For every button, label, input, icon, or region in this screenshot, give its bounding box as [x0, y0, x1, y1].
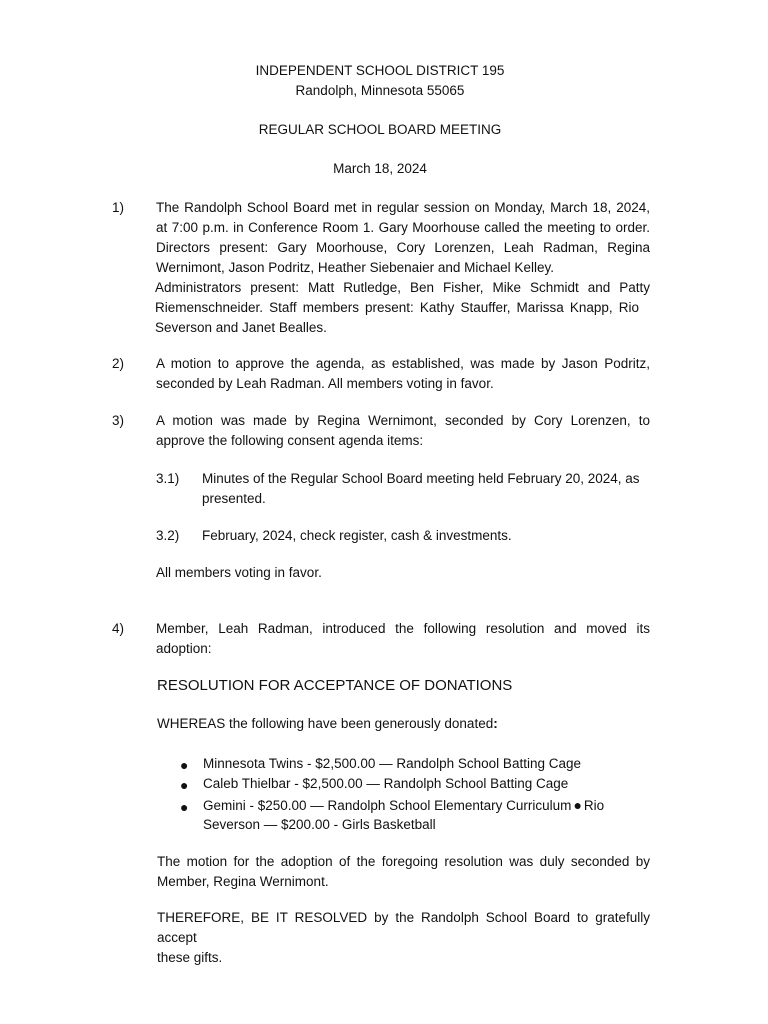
bullet-icon: ●: [573, 797, 582, 813]
donation-item: Gemini - $250.00 — Randolph School Elementary Curriculum: [203, 798, 572, 813]
subitem-line: Minutes of the Regular School Board meeting held February 20, 2024, as: [202, 471, 640, 486]
item-line: Member, Leah Radman, introduced the following resolution and moved its: [156, 621, 650, 636]
whereas-line: [157, 714, 650, 734]
item-number: 3): [112, 413, 125, 428]
district-address: Randolph, Minnesota 55065: [295, 83, 465, 98]
subitem-3-2-text: February, 2024, check register, cash & investments.: [202, 528, 512, 543]
item-line: A motion was made by Regina Wernimont, seconded by Cory Lorenzen, to: [156, 413, 650, 428]
item-line: Riemenschneider. Staff members present: Kathy Stauffer, Marissa Knapp, Rio: [155, 300, 639, 315]
donation-item: Rio: [583, 798, 605, 813]
item-3-text: [156, 411, 650, 451]
bullet-icon: ●: [180, 777, 189, 793]
item-line: A motion to approve the agenda, as established, was made by Jason Podritz,: [156, 356, 650, 371]
item-line: adoption:: [156, 641, 212, 656]
meeting-title: REGULAR SCHOOL BOARD MEETING: [258, 122, 502, 137]
donation-item: Severson — $200.00 - Girls Basketball: [203, 817, 436, 832]
item-line: Directors present: Gary Moorhouse, Cory Lorenzen, Leah Radman, Regina: [156, 240, 650, 255]
district-name: INDEPENDENT SCHOOL DISTRICT 195: [255, 63, 505, 78]
paragraph-line: The motion for the adoption of the foregoing resolution was duly seconded by: [157, 854, 650, 869]
whereas-colon: :: [493, 716, 498, 731]
subitem-number: 3.2): [156, 528, 180, 543]
paragraph-line: THEREFORE, BE IT RESOLVED by the Randolph School Board to gratefully accept: [157, 910, 650, 945]
item-line: Severson and Janet Bealles.: [155, 320, 327, 335]
paragraph-line: these gifts.: [157, 950, 223, 965]
donation-item-combined: [203, 795, 633, 816]
resolution-title: RESOLUTION FOR ACCEPTANCE OF DONATIONS: [157, 677, 513, 694]
item-line: approve the following consent agenda items:: [156, 433, 424, 448]
seconded-paragraph: [157, 852, 650, 892]
meeting-date: March 18, 2024: [333, 161, 427, 176]
item-line: Administrators present: Matt Rutledge, Ben Fisher, Mike Schmidt and Patty: [155, 280, 650, 295]
item-line: at 7:00 p.m. in Conference Room 1. Gary Moorhouse called the meeting to order.: [156, 220, 650, 235]
donation-item: Minnesota Twins - $2,500.00 — Randolph School Batting Cage: [203, 756, 581, 771]
bullet-icon: ●: [180, 757, 189, 773]
item-4-text: [156, 619, 650, 659]
item-number: 2): [112, 356, 125, 371]
item-line: seconded by Leah Radman. All members voting in favor.: [156, 376, 494, 391]
subitem-number: 3.1): [156, 471, 180, 486]
item-number: 1): [112, 200, 125, 215]
item-line: The Randolph School Board met in regular session on Monday, March 18, 2024,: [156, 200, 650, 215]
resolved-paragraph: [157, 908, 650, 968]
item-number: 4): [112, 621, 125, 636]
item-1-text: [156, 198, 650, 338]
item-3-closing: All members voting in favor.: [156, 565, 322, 580]
bullet-icon: ●: [180, 799, 189, 815]
whereas-text: WHEREAS the following have been generously donated: [157, 716, 494, 731]
subitem-line: presented.: [202, 491, 266, 506]
item-2-text: [156, 354, 650, 394]
paragraph-line: Member, Regina Wernimont.: [157, 874, 329, 889]
item-line: Wernimont, Jason Podritz, Heather Siebenaier and Michael Kelley.: [156, 260, 554, 275]
donation-item: Caleb Thielbar - $2,500.00 — Randolph School Batting Cage: [203, 776, 569, 791]
subitem-3-1-text: [202, 469, 650, 509]
